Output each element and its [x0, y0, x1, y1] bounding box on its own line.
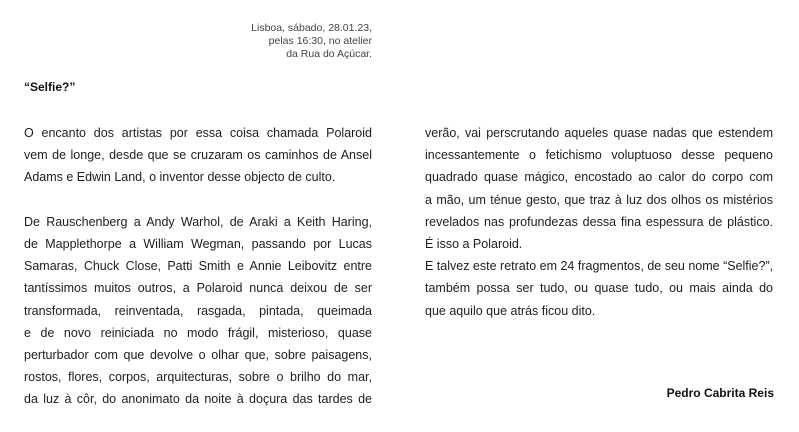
paragraph-artists [24, 211, 372, 411]
paragraph-selfie [425, 255, 773, 322]
text-line: de Mapplethorpe a William Wegman, passando por Lucas [24, 236, 372, 251]
dateline-line: pelas 16:30, no atelier [268, 35, 372, 47]
text-line: revelados nas profundezas dessa fina espessura de plástico. [425, 214, 773, 229]
text-line: É isso a Polaroid. [425, 236, 523, 251]
text-line: vem de longe, desde que se cruzaram os caminhos de Ansel [24, 148, 372, 163]
paragraph-gap [24, 189, 372, 211]
text-line: da luz à côr, do anonimato da noite à doçura das tardes de [24, 392, 372, 407]
text-line: rostos, flores, corpos, arquitecturas, sobre o brilho do mar, [24, 370, 372, 385]
text-line: Adams e Edwin Land, o inventor desse objecto de culto. [24, 170, 336, 185]
author-signature: Pedro Cabrita Reis [666, 386, 774, 400]
text-line: tantíssimos muitos outros, a Polaroid nunca deixou de ser [24, 281, 372, 296]
text-line: também possa ser tudo, ou quase tudo, ou mais ainda do [425, 281, 773, 296]
left-column [24, 122, 372, 410]
text-line: verão, vai perscrutando aqueles quase nadas que estendem [425, 126, 773, 140]
right-column [425, 122, 773, 322]
dateline-line: Lisboa, sábado, 28.01.23, [251, 22, 372, 34]
text-line: que aquilo que atrás ficou dito. [425, 303, 596, 318]
page-title: “Selfie?” [24, 80, 76, 94]
text-line: De Rauschenberg a Andy Warhol, de Araki a Keith Haring, [24, 214, 372, 229]
paragraph-polaroid-origins [24, 122, 372, 189]
text-line: O encanto dos artistas por essa coisa chamada Polaroid [24, 126, 372, 140]
text-line: quadrado quase mágico, encostado ao calor do corpo com [425, 170, 773, 185]
text-line: E talvez este retrato em 24 fragmentos, de seu nome “Selfie?”, [425, 259, 773, 274]
text-line: incessantemente o fetichismo voluptuoso desse pequeno [425, 148, 773, 163]
text-line: e de novo reiniciada no modo frágil, misterioso, quase [24, 325, 372, 340]
text-line: perturbador com que devolve o olhar que, sobre paisagens, [24, 347, 372, 362]
dateline-line: da Rua do Açúcar. [286, 48, 372, 60]
dateline [220, 22, 372, 61]
text-line: Samaras, Chuck Close, Patti Smith e Annie Leibovitz entre [24, 259, 372, 274]
text-line: transformada, reinventada, rasgada, pintada, queimada [24, 303, 372, 318]
text-line: a mão, um ténue gesto, que traz à luz dos olhos os mistérios [425, 192, 773, 207]
paragraph-continuation [425, 122, 773, 255]
